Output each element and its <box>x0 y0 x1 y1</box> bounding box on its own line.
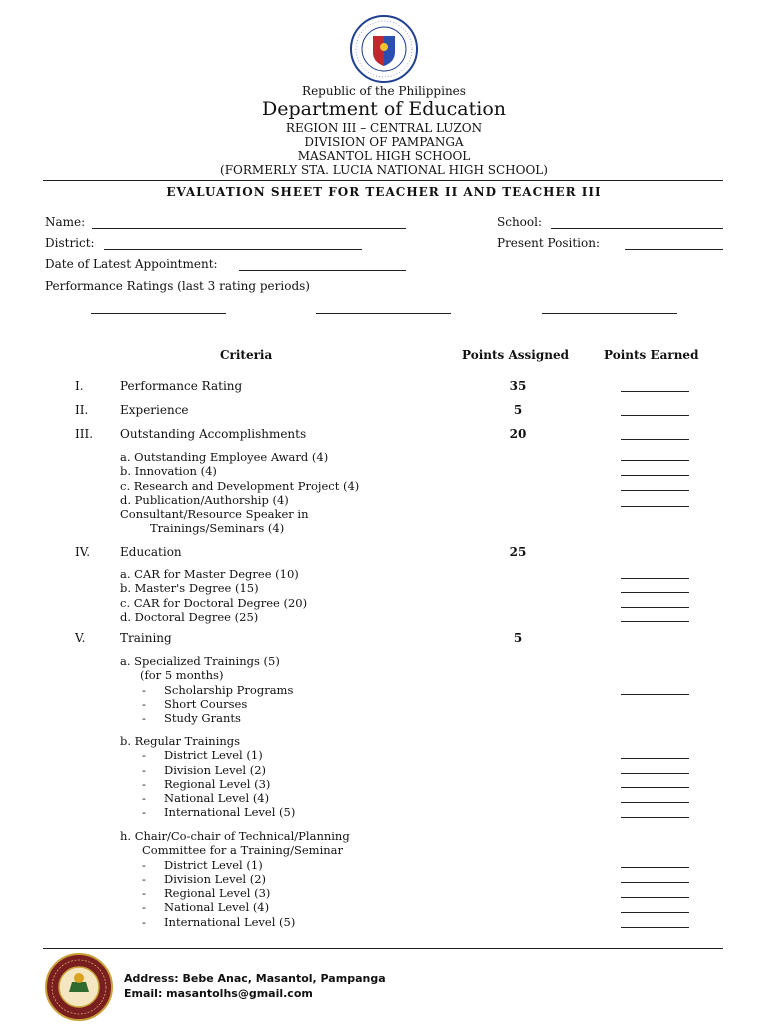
list-item: c. CAR for Doctoral Degree (20) <box>120 595 308 610</box>
specialized-trainings <box>120 654 293 725</box>
list-item: - Scholarship Programs <box>142 682 294 697</box>
name-label: Name: <box>45 215 86 229</box>
list-item: Trainings/Seminars (4) <box>150 521 285 536</box>
criterion-number: IV. <box>75 545 91 559</box>
points-earned-field[interactable] <box>621 460 689 461</box>
criterion-label: Training <box>120 631 172 645</box>
subsection-heading: b. Regular Trainings <box>120 734 241 748</box>
criterion-points: 35 <box>509 379 527 393</box>
list-item: d. Doctoral Degree (25) <box>120 609 259 624</box>
criterion-label: Outstanding Accomplishments <box>120 427 307 441</box>
list-item: Consultant/Resource Speaker in <box>120 507 309 522</box>
deped-seal-logo <box>349 14 419 84</box>
list-item: - Division Level (2) <box>142 762 267 777</box>
points-earned-field[interactable] <box>621 506 689 507</box>
education-list <box>120 567 307 624</box>
points-earned-field[interactable] <box>621 391 689 392</box>
points-earned-field[interactable] <box>621 621 689 622</box>
points-earned-field[interactable] <box>621 592 689 593</box>
ratings-label: Performance Ratings (last 3 rating periods) <box>45 279 310 293</box>
points-earned-field[interactable] <box>621 787 689 788</box>
header-divider <box>43 180 723 181</box>
school-logo <box>44 952 114 1022</box>
points-assigned-header: Points Assigned <box>462 348 569 362</box>
list-item: c. Research and Development Project (4) <box>120 478 360 493</box>
list-item: - Regional Level (3) <box>142 886 271 901</box>
school-label: School: <box>497 215 542 229</box>
footer-address: Address: Bebe Anac, Masantol, Pampanga <box>124 972 386 985</box>
criterion-number: V. <box>75 631 86 645</box>
points-earned-field[interactable] <box>621 867 689 868</box>
list-item: a. CAR for Master Degree (10) <box>120 567 299 581</box>
points-earned-field[interactable] <box>621 415 689 416</box>
list-item: - District Level (1) <box>142 748 263 763</box>
school-field[interactable] <box>551 228 723 229</box>
criterion-number: I. <box>75 379 84 393</box>
list-item: - National Level (4) <box>142 791 270 806</box>
points-earned-field[interactable] <box>621 927 689 928</box>
subsection-heading: h. Chair/Co-chair of Technical/Planning <box>120 829 350 843</box>
list-item: a. Outstanding Employee Award (4) <box>120 450 329 464</box>
form-title: EVALUATION SHEET FOR TEACHER II AND TEACHER III <box>166 185 602 199</box>
list-item: - Study Grants <box>142 711 241 726</box>
accomplishments-list <box>120 450 359 536</box>
header-lines <box>0 121 768 177</box>
position-field[interactable] <box>625 249 723 250</box>
header-department: Department of Education <box>262 98 506 120</box>
criterion-label: Education <box>120 545 182 559</box>
list-item: - National Level (4) <box>142 900 270 915</box>
list-item: - District Level (1) <box>142 857 263 872</box>
header-region: REGION III – CENTRAL LUZON <box>285 121 483 135</box>
subsection-note: (for 5 months) <box>140 668 224 683</box>
rating-field-1[interactable] <box>91 313 226 314</box>
subsection-heading: a. Specialized Trainings (5) <box>120 654 280 668</box>
points-earned-field[interactable] <box>621 802 689 803</box>
district-field[interactable] <box>104 249 362 250</box>
header-republic: Republic of the Philippines <box>302 84 466 98</box>
position-label: Present Position: <box>497 236 601 250</box>
appointment-field[interactable] <box>239 270 406 271</box>
points-earned-field[interactable] <box>621 607 689 608</box>
list-item: - Regional Level (3) <box>142 776 271 791</box>
points-earned-header: Points Earned <box>604 348 699 362</box>
list-item: d. Publication/Authorship (4) <box>120 492 289 507</box>
criteria-column-header: Criteria <box>220 348 273 362</box>
criterion-number: III. <box>75 427 94 441</box>
footer-email: Email: masantolhs@gmail.com <box>124 987 313 1000</box>
list-item: b. Master's Degree (15) <box>120 581 259 596</box>
rating-field-2[interactable] <box>316 313 451 314</box>
criterion-label: Experience <box>120 403 189 417</box>
list-item: b. Innovation (4) <box>120 464 217 479</box>
subsection-heading: Committee for a Training/Seminar <box>142 843 344 858</box>
appointment-label: Date of Latest Appointment: <box>45 257 218 271</box>
points-earned-field[interactable] <box>621 773 689 774</box>
regular-trainings <box>120 734 295 820</box>
criterion-points: 5 <box>513 631 523 645</box>
list-item: - Short Courses <box>142 696 248 711</box>
criterion-points: 20 <box>509 427 527 441</box>
points-earned-field[interactable] <box>621 897 689 898</box>
rating-field-3[interactable] <box>542 313 677 314</box>
criterion-points: 25 <box>509 545 527 559</box>
points-earned-field[interactable] <box>621 817 689 818</box>
list-item: - International Level (5) <box>142 914 296 929</box>
header-school: MASANTOL HIGH SCHOOL <box>297 149 471 163</box>
header-division: DIVISION OF PAMPANGA <box>304 135 464 149</box>
points-earned-field[interactable] <box>621 758 689 759</box>
chair-cochair-trainings <box>120 829 350 929</box>
list-item: - Division Level (2) <box>142 871 267 886</box>
district-label: District: <box>45 236 95 250</box>
points-earned-field[interactable] <box>621 578 689 579</box>
points-earned-field[interactable] <box>621 490 689 491</box>
name-field[interactable] <box>92 228 406 229</box>
list-item: - International Level (5) <box>142 805 296 820</box>
criterion-label: Performance Rating <box>120 379 243 393</box>
points-earned-field[interactable] <box>621 439 689 440</box>
footer-divider <box>43 948 723 949</box>
points-earned-field[interactable] <box>621 912 689 913</box>
points-earned-field[interactable] <box>621 475 689 476</box>
header-former-name: (FORMERLY STA. LUCIA NATIONAL HIGH SCHOOL) <box>220 163 548 177</box>
criterion-points: 5 <box>513 403 523 417</box>
points-earned-field[interactable] <box>621 882 689 883</box>
criterion-number: II. <box>75 403 89 417</box>
points-earned-field[interactable] <box>621 694 689 695</box>
